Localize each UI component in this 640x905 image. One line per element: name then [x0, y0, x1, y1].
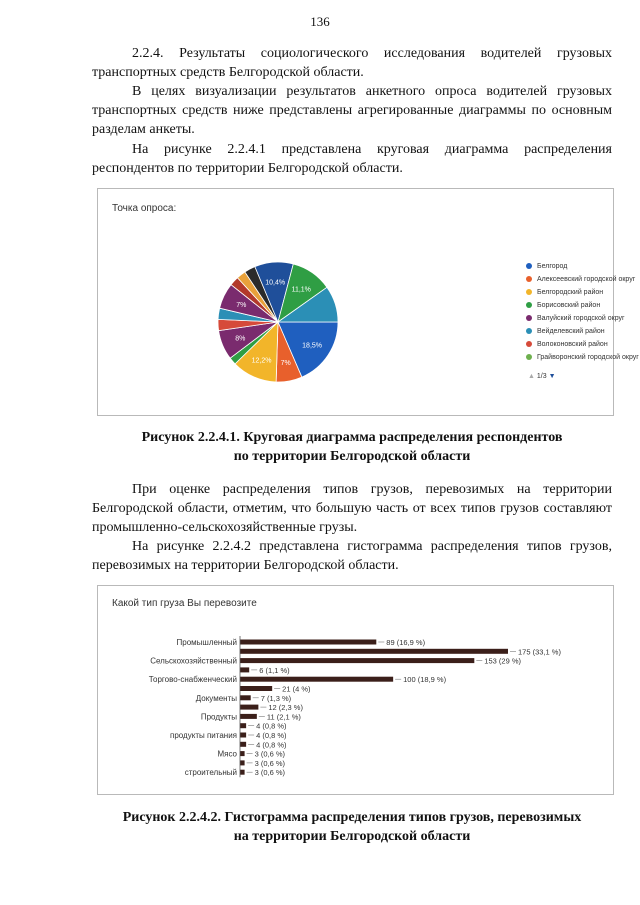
bar-value-label: 11 (2,1 %) — [266, 712, 301, 722]
bar-value-label: 89 (16,9 %) — [386, 638, 426, 647]
bar-value-label: 4 (0,8 %) — [256, 721, 287, 731]
bar-category-label: Торгово-снабженческий — [148, 675, 237, 685]
pie-slice-label: 7% — [280, 360, 291, 368]
paragraph-cargo: При оценке распределения типов грузов, перевозимых на территории Белгородской области, отметим, что большую часть от всех типов грузов составляют промышленно-сельскохозяйственные грузы. — [92, 482, 612, 535]
bar[interactable] — [240, 640, 376, 645]
bar[interactable] — [240, 760, 245, 765]
legend-item[interactable] — [526, 328, 605, 335]
paragraph-figure2-ref: На рисунке 2.2.4.2 представлена гистограмма распределения типов грузов, перевозимых на территории Белгородской области. — [92, 539, 612, 573]
legend-label: Белгородский район — [537, 289, 604, 296]
paragraph-figure1-ref: На рисунке 2.2.4.1 представлена круговая диаграмма распределения респондентов по территории Белгородской области. — [92, 142, 612, 176]
legend-dot-icon — [526, 328, 532, 334]
legend-item[interactable] — [526, 263, 567, 270]
section-heading: 2.2.4. Результаты социологического исследования водителей грузовых транспортных средств Белгородской области. — [92, 46, 612, 80]
figure2-caption-line1: Рисунок 2.2.4.2. Гистограмма распределения типов грузов, перевозимых — [122, 810, 582, 825]
legend-item[interactable] — [526, 354, 639, 361]
bar-category-label: строительный — [184, 768, 237, 778]
bar-chart — [98, 586, 613, 794]
legend-item[interactable] — [526, 289, 603, 296]
bar[interactable] — [240, 723, 246, 728]
bar-value-label: 153 (29 %) — [484, 656, 521, 666]
pie-slice-label: 10,4% — [265, 279, 286, 287]
legend-dot-icon — [526, 354, 532, 360]
pie-slice-label: 11,1% — [291, 286, 311, 294]
bar-category-label: Промышленный — [176, 638, 237, 647]
legend-label: Грайворонский городской округ — [537, 354, 639, 361]
bar[interactable] — [240, 649, 508, 654]
pie-slice-label: 8% — [235, 335, 246, 343]
bar-value-label: 4 (0,8 %) — [256, 740, 287, 750]
pie-slice-label: 7% — [236, 302, 247, 310]
bar[interactable] — [240, 733, 246, 738]
pager-up-icon[interactable]: ▲ — [528, 373, 535, 380]
bar-category-label: Мясо — [217, 749, 237, 759]
bar-category-label: Продукты — [200, 712, 237, 722]
bar[interactable] — [240, 742, 246, 747]
figure1-caption-line2: по территории Белгородской области — [233, 449, 471, 464]
bar-chart-title: Какой тип груза Вы перевозите — [112, 598, 257, 609]
legend-pager[interactable] — [528, 373, 556, 380]
legend-item[interactable] — [526, 302, 600, 309]
bar-value-label: 3 (0,6 %) — [254, 758, 286, 768]
bar[interactable] — [240, 677, 393, 682]
bar[interactable] — [240, 695, 251, 700]
pager-text: 1/3 — [536, 373, 547, 380]
bar-value-label: 6 (1,1 %) — [259, 665, 290, 675]
bar-value-label: 3 (0,6 %) — [254, 749, 286, 759]
legend-label: Борисовский район — [537, 302, 601, 309]
legend-dot-icon — [526, 302, 532, 308]
pie-slice-label: 18,5% — [302, 342, 323, 350]
pie-chart-panel — [97, 188, 639, 416]
bar[interactable] — [240, 658, 474, 663]
figure1-caption — [92, 428, 612, 466]
bar-category-label: Документы — [195, 693, 237, 703]
figure2-caption — [92, 808, 612, 846]
legend-label: Волоконовский район — [537, 341, 608, 348]
bar-value-label: 21 (4 %) — [282, 684, 311, 694]
pie-chart-title: Точка опроса: — [112, 203, 177, 214]
bar-value-label: 175 (33,1 %) — [518, 647, 561, 657]
paragraph-intro: В целях визуализации результатов анкетного опроса водителей грузовых транспортных средств ниже представлены агрегированные диаграммы по основным разделам анкеты. — [92, 84, 612, 137]
legend-dot-icon — [526, 315, 532, 321]
legend-dot-icon — [526, 341, 532, 347]
figure2-caption-line2: на территории Белгородской области — [233, 829, 471, 844]
bar[interactable] — [240, 667, 249, 672]
legend-item[interactable] — [526, 341, 608, 348]
bar[interactable] — [240, 751, 245, 756]
legend-item[interactable] — [526, 276, 635, 283]
bar-value-label: 12 (2,3 %) — [268, 703, 303, 713]
legend-item[interactable] — [526, 315, 625, 322]
page-number: 136 — [310, 14, 330, 29]
legend-dot-icon — [526, 263, 532, 269]
pager-down-icon[interactable]: ▼ — [548, 373, 556, 380]
pie-slice-label: 12,2% — [251, 357, 272, 365]
bar[interactable] — [240, 714, 257, 719]
bar-value-label: 100 (18,9 %) — [403, 675, 447, 685]
bar-value-label: 4 (0,8 %) — [256, 731, 287, 740]
bar-category-label: Сельскохозяйственный — [150, 656, 237, 666]
legend-label: Белгород — [537, 263, 568, 270]
bar-value-label: 7 (1,3 %) — [260, 693, 292, 703]
bar-chart-panel — [97, 585, 614, 795]
legend-label: Валуйский городской округ — [537, 315, 625, 322]
figure1-caption-line1: Рисунок 2.2.4.1. Круговая диаграмма распределения респондентов — [141, 430, 563, 445]
legend-dot-icon — [526, 289, 532, 295]
bar[interactable] — [240, 686, 272, 691]
bar[interactable] — [240, 770, 245, 775]
bar-category-label: продукты питания — [170, 731, 237, 740]
legend-dot-icon — [526, 276, 532, 282]
bar-value-label: 3 (0,6 %) — [254, 768, 286, 778]
legend-label: Вейделевский район — [537, 328, 605, 335]
bar[interactable] — [240, 705, 258, 710]
legend-label: Алексеевский городской округ — [537, 276, 636, 283]
